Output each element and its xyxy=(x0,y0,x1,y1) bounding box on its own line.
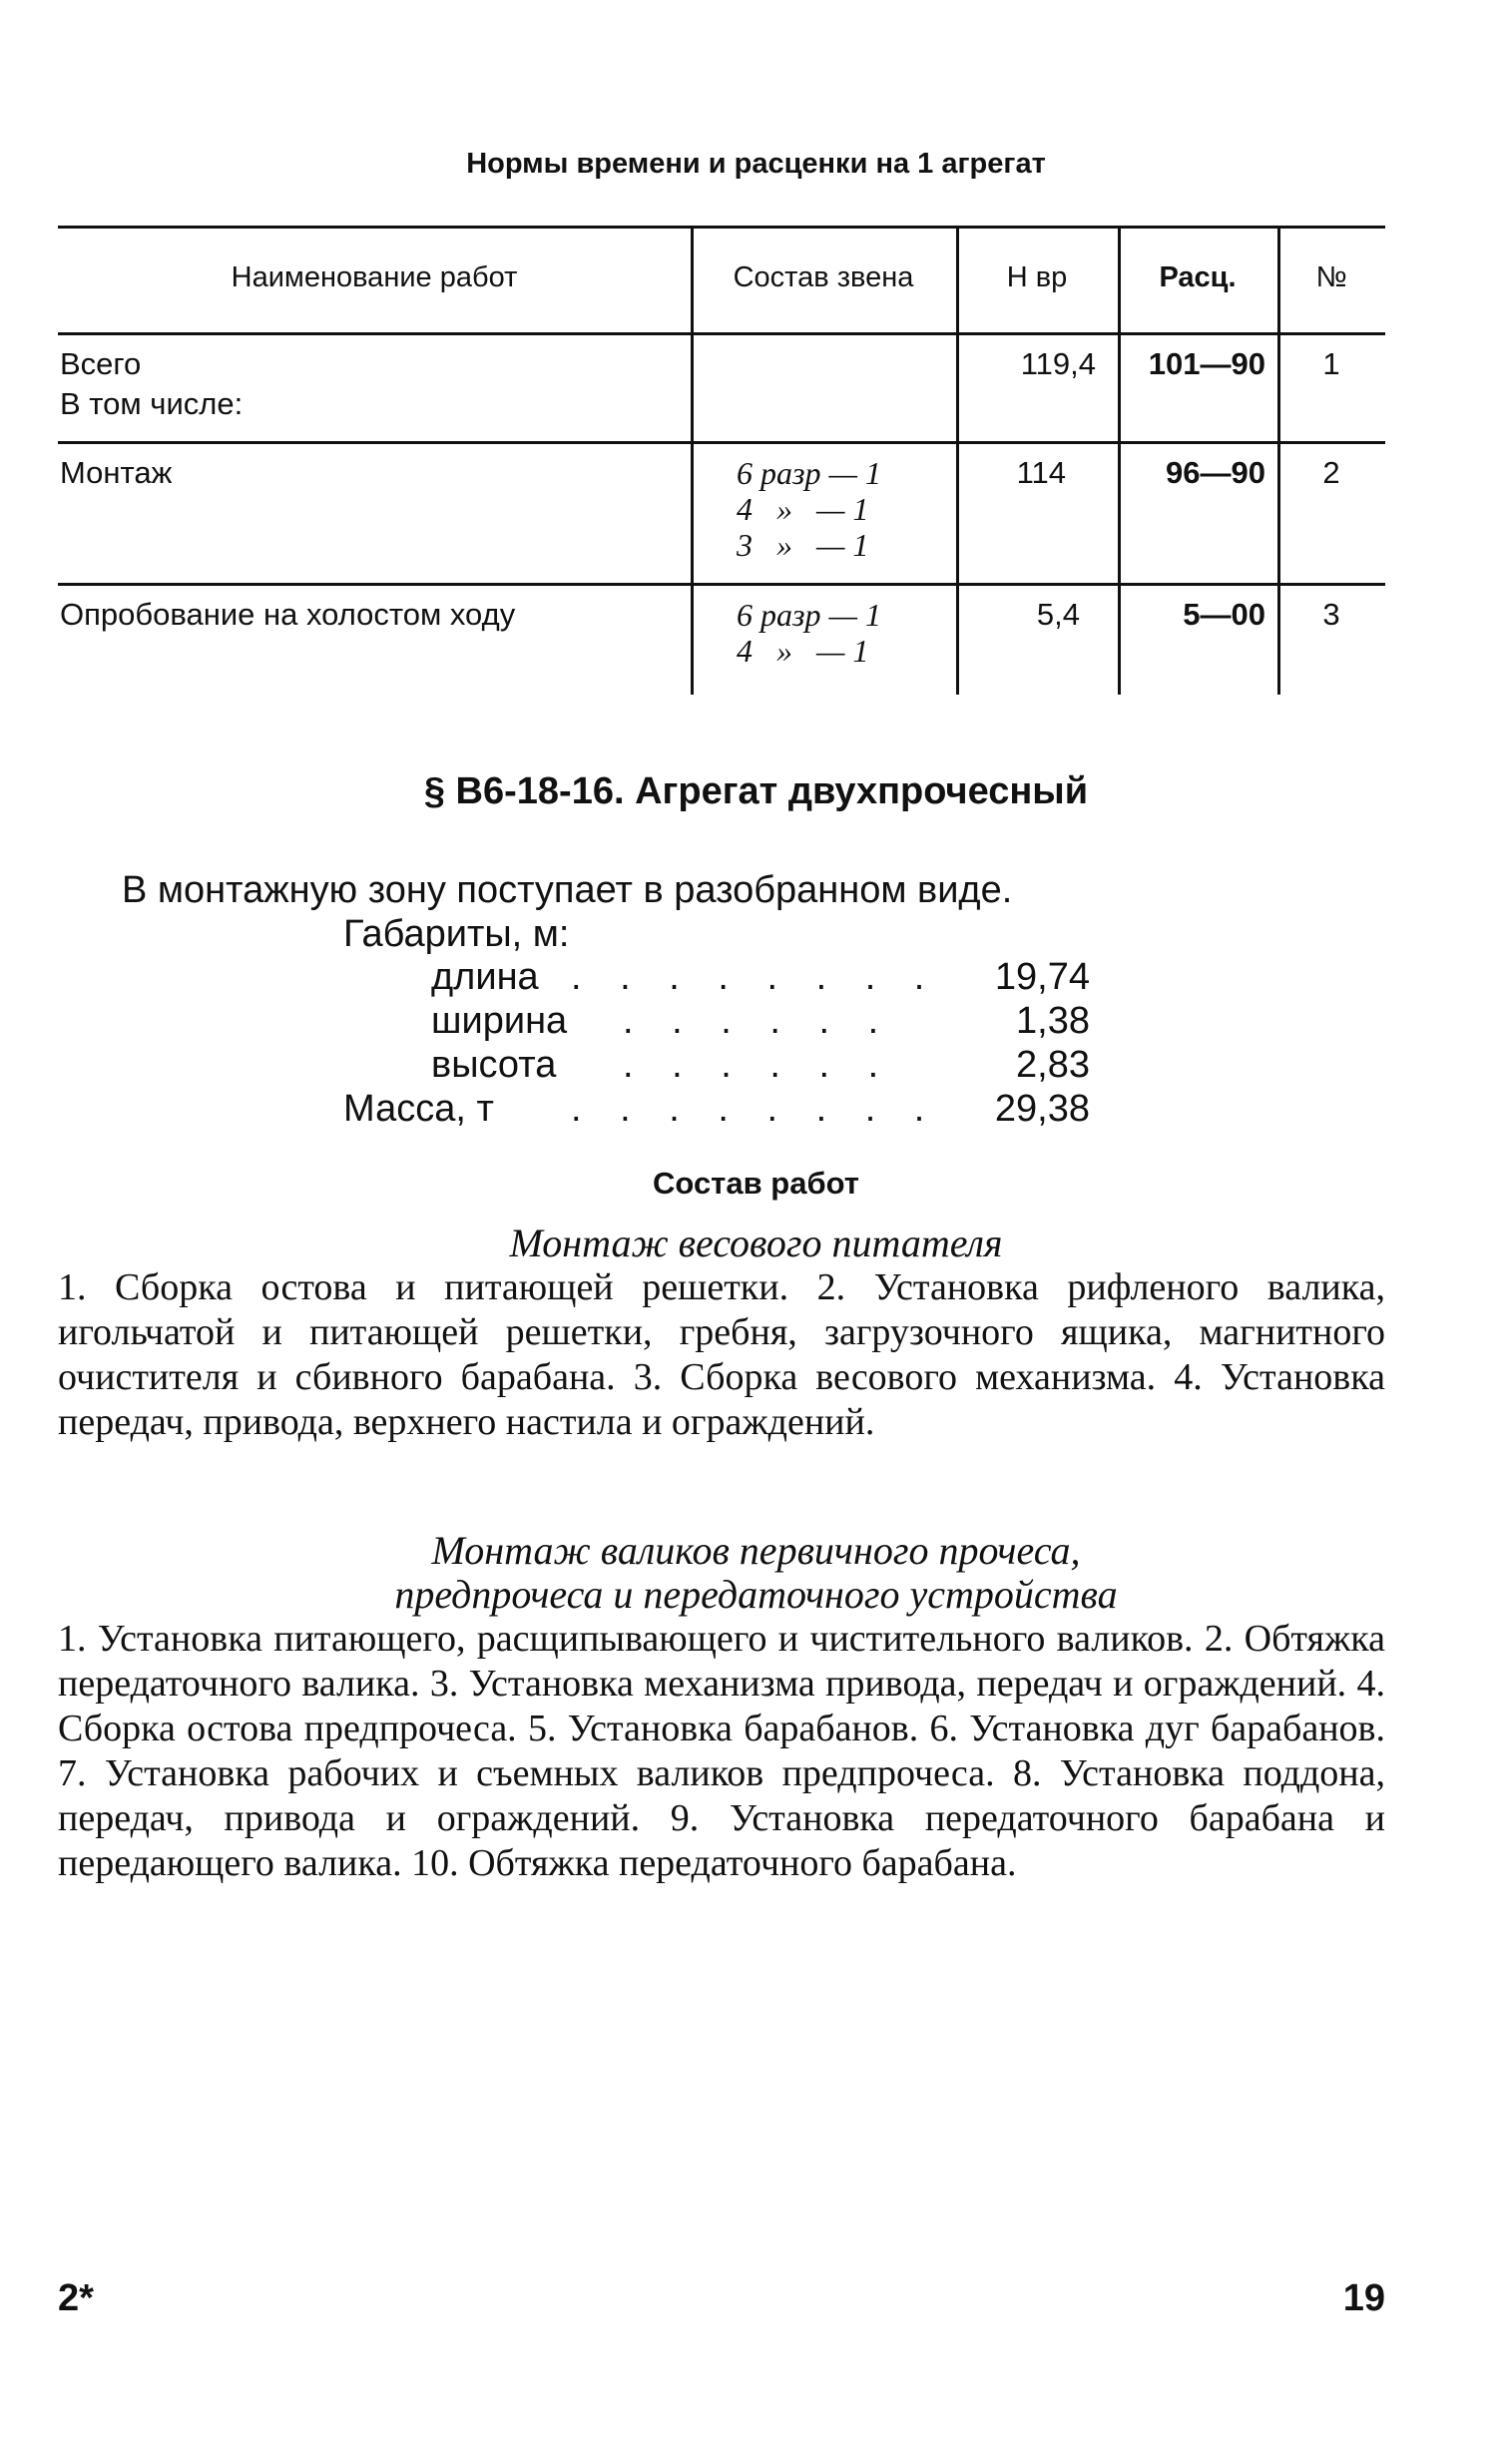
subsection-2-text: 1. Установка питающего, расщипывающего и чистительного валиков. 2. Обтяжка передаточного валика. 3. Установка механизма привода, передач и ограждений. 4. Сборка остова предпрочеса. 5. Установка барабанов. 6. Установка дуг барабанов. 7. Установка рабочих и съемных валиков предпрочеса. 8. Установка поддона, передач, привода и ограждений. 9. Установка передаточного барабана и передающего валика. 10. Обтяжка передаточного барабана. xyxy=(58,1618,1385,1884)
header-crew: Состав звена xyxy=(733,261,914,293)
row-rule-2 xyxy=(58,583,1385,586)
dim-height-value: 2,83 xyxy=(1016,1044,1090,1086)
header-rate: Расц. xyxy=(1159,261,1237,293)
header-num: № xyxy=(1315,261,1347,293)
row2-rate: 96—90 xyxy=(1166,455,1265,490)
dim-length-leader: . . . . . . . . xyxy=(571,956,939,998)
mass-leader: . . . . . . . . xyxy=(571,1088,939,1130)
intro-text: В монтажную зону поступает в разобранном виде. xyxy=(122,869,1013,911)
row1-rate: 101—90 xyxy=(1148,346,1265,381)
dim-width-leader: . . . . . . xyxy=(623,1000,893,1042)
works-title: Состав работ xyxy=(653,1166,859,1201)
row1-num: 1 xyxy=(1322,346,1340,381)
page-number: 19 xyxy=(1342,2277,1385,2319)
subsection-2-title-line-2: предпрочеса и передаточного устройства xyxy=(394,1572,1118,1617)
dim-length-value: 19,74 xyxy=(994,956,1090,998)
row2-nvr: 114 xyxy=(1016,455,1066,490)
row-rule-1 xyxy=(58,441,1385,444)
row3-name: Опробование на холостом ходу xyxy=(60,597,516,632)
row3-crew: 6 разр — 1 4 » — 1 xyxy=(737,597,881,669)
mass-value: 29,38 xyxy=(994,1088,1090,1130)
section-title: § В6-18-16. Агрегат двухпрочесный xyxy=(423,770,1089,812)
header-rule xyxy=(58,332,1385,335)
table-top-rule xyxy=(58,226,1385,229)
header-work-name: Наименование работ xyxy=(231,261,518,293)
row2-name: Монтаж xyxy=(60,455,173,490)
signature-mark: 2* xyxy=(58,2277,94,2319)
dim-width-value: 1,38 xyxy=(1016,1000,1090,1042)
dimensions-label: Габариты, м: xyxy=(343,913,570,955)
header-nvr: Н вр xyxy=(1006,261,1068,293)
row3-num: 3 xyxy=(1322,597,1340,632)
subsection-1-text: 1. Сборка остова и питающей решетки. 2. Установка рифленого валика, игольчатой и питающей решетки, гребня, загрузочного ящика, магнитного очистителя и сбивного барабана. 3. Сборка весового механизма. 4. Установка передач, привода, верхнего настила и ограждений. xyxy=(58,1266,1385,1443)
dim-height-label: высота xyxy=(431,1044,557,1086)
row1-nvr: 119,4 xyxy=(1020,346,1096,381)
subsection-1-title: Монтаж весового питателя xyxy=(509,1221,1003,1265)
table-title: Нормы времени и расценки на 1 агрегат xyxy=(466,148,1046,180)
dim-length-label: длина xyxy=(431,956,539,998)
col-rule-1 xyxy=(691,226,694,695)
dim-height-leader: . . . . . . xyxy=(623,1044,893,1086)
row1-name: Всего В том числе: xyxy=(60,346,244,421)
row2-crew: 6 разр — 1 4 » — 1 3 » — 1 xyxy=(737,455,881,563)
row3-rate: 5—00 xyxy=(1183,597,1265,632)
dim-width-label: ширина xyxy=(431,1000,568,1042)
mass-label: Масса, т xyxy=(343,1088,494,1130)
row2-num: 2 xyxy=(1322,455,1340,490)
row3-nvr: 5,4 xyxy=(1036,597,1080,632)
subsection-2-title-line-1: Монтаж валиков первичного прочеса, xyxy=(431,1528,1081,1573)
